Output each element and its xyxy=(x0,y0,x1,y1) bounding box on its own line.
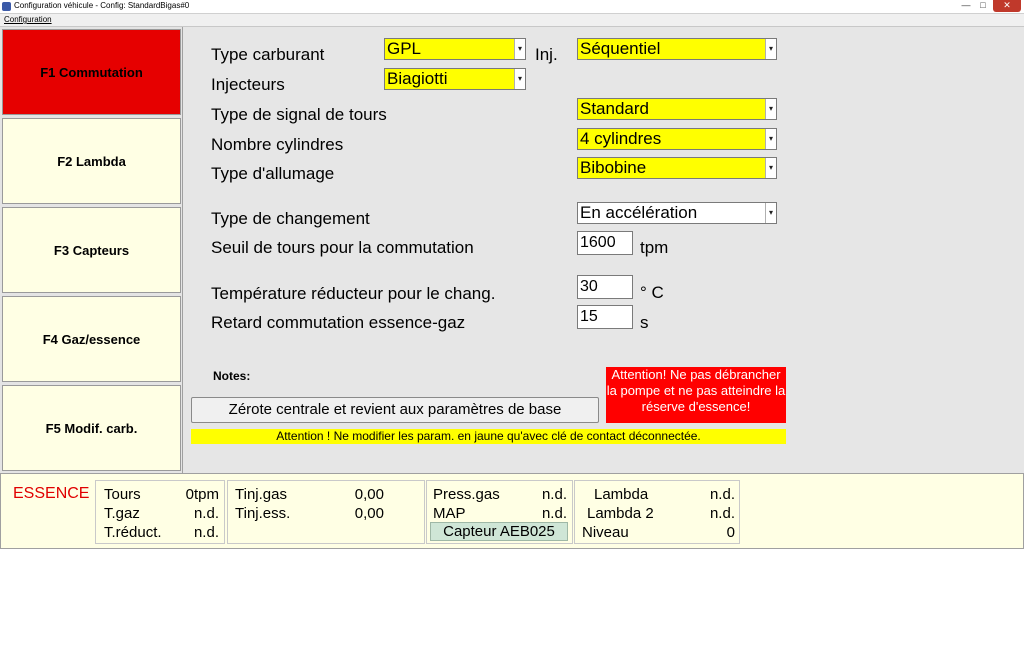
tinj-gas-label: Tinj.gas xyxy=(235,486,287,503)
inj-mode-select[interactable]: Séquentiel ▾ xyxy=(577,38,777,60)
chevron-down-icon: ▾ xyxy=(765,203,776,223)
tours-label: Tours xyxy=(104,486,141,503)
rpm-signal-select[interactable]: Standard ▾ xyxy=(577,98,777,120)
cylinders-select[interactable]: 4 cylindres ▾ xyxy=(577,128,777,150)
lambda2-label: Lambda 2 xyxy=(587,505,654,522)
notes-label: Notes: xyxy=(213,369,251,383)
fuel-type-label: Type carburant xyxy=(211,45,325,64)
map-label: MAP xyxy=(433,505,466,522)
tgaz-value: n.d. xyxy=(193,505,219,522)
ignition-label: Type d'allumage xyxy=(211,164,335,183)
yellow-params-warning: Attention ! Ne modifier les param. en jaune qu'avec clé de contact déconnectée. xyxy=(191,429,786,444)
tinj-ess-value: 0,00 xyxy=(354,505,384,522)
fuel-type-select[interactable]: GPL ▾ xyxy=(384,38,526,60)
minimize-button[interactable]: — xyxy=(961,0,971,10)
injectors-select[interactable]: Biagiotti ▾ xyxy=(384,68,526,90)
window-title: Configuration véhicule - Config: StandardBigas#0 xyxy=(14,1,190,10)
tinj-ess-label: Tinj.ess. xyxy=(235,505,291,522)
sidebar-item-commutation[interactable]: F1 Commutation xyxy=(2,29,181,115)
menu-bar xyxy=(0,14,1024,27)
reducer-temp-input[interactable]: 30 xyxy=(577,275,633,299)
pump-warning: Attention! Ne pas débrancher la pompe et ne pas atteindre la réserve d'essence! xyxy=(606,367,786,423)
reset-defaults-button[interactable]: Zérote centrale et revient aux paramètres de base xyxy=(191,397,599,423)
sidebar-item-modif-carb[interactable]: F5 Modif. carb. xyxy=(2,385,181,471)
title-bar xyxy=(0,0,1024,14)
delay-input[interactable]: 15 xyxy=(577,305,633,329)
lambda2-value: n.d. xyxy=(709,505,735,522)
fuel-mode-indicator: ESSENCE xyxy=(13,485,90,502)
sensor-badge: Capteur AEB025 xyxy=(430,522,568,541)
tours-value: 0tpm xyxy=(185,486,219,503)
menu-configuration[interactable]: Configuration xyxy=(4,15,52,24)
reducer-temp-label: Température réducteur pour le chang. xyxy=(211,284,496,303)
injectors-label: Injecteurs xyxy=(211,75,285,94)
tinj-gas-value: 0,00 xyxy=(354,486,384,503)
niveau-value: 0 xyxy=(726,524,735,541)
change-type-select[interactable]: En accélération ▾ xyxy=(577,202,777,224)
sidebar-item-lambda[interactable]: F2 Lambda xyxy=(2,118,181,204)
delay-unit: s xyxy=(640,313,649,332)
chevron-down-icon: ▾ xyxy=(765,129,776,149)
press-gas-value: n.d. xyxy=(541,486,567,503)
maximize-button[interactable]: □ xyxy=(980,0,986,10)
change-type-label: Type de changement xyxy=(211,209,370,228)
sidebar-item-gaz-essence[interactable]: F4 Gaz/essence xyxy=(2,296,181,382)
sidebar xyxy=(0,27,182,473)
commutation-panel xyxy=(182,27,1024,473)
chevron-down-icon: ▾ xyxy=(765,158,776,178)
close-button[interactable]: ✕ xyxy=(993,0,1021,12)
sidebar-item-capteurs[interactable]: F3 Capteurs xyxy=(2,207,181,293)
treduct-label: T.réduct. xyxy=(104,524,162,541)
delay-label: Retard commutation essence-gaz xyxy=(211,313,466,332)
reducer-temp-unit: ° C xyxy=(640,283,664,302)
niveau-label: Niveau xyxy=(582,524,629,541)
rpm-threshold-label: Seuil de tours pour la commutation xyxy=(211,238,474,257)
lambda-label: Lambda xyxy=(594,486,649,503)
tgaz-label: T.gaz xyxy=(104,505,140,522)
chevron-down-icon: ▾ xyxy=(514,39,525,59)
cylinders-label: Nombre cylindres xyxy=(211,135,344,154)
treduct-value: n.d. xyxy=(193,524,219,541)
rpm-threshold-input[interactable]: 1600 xyxy=(577,231,633,255)
ignition-select[interactable]: Bibobine ▾ xyxy=(577,157,777,179)
app-icon xyxy=(2,2,11,11)
lambda-value: n.d. xyxy=(709,486,735,503)
chevron-down-icon: ▾ xyxy=(765,99,776,119)
chevron-down-icon: ▾ xyxy=(765,39,776,59)
map-value: n.d. xyxy=(541,505,567,522)
inj-label: Inj. xyxy=(535,45,558,64)
rpm-signal-label: Type de signal de tours xyxy=(211,105,387,124)
chevron-down-icon: ▾ xyxy=(514,69,525,89)
status-bar xyxy=(0,473,1024,549)
rpm-threshold-unit: tpm xyxy=(640,238,669,257)
press-gas-label: Press.gas xyxy=(433,486,500,503)
